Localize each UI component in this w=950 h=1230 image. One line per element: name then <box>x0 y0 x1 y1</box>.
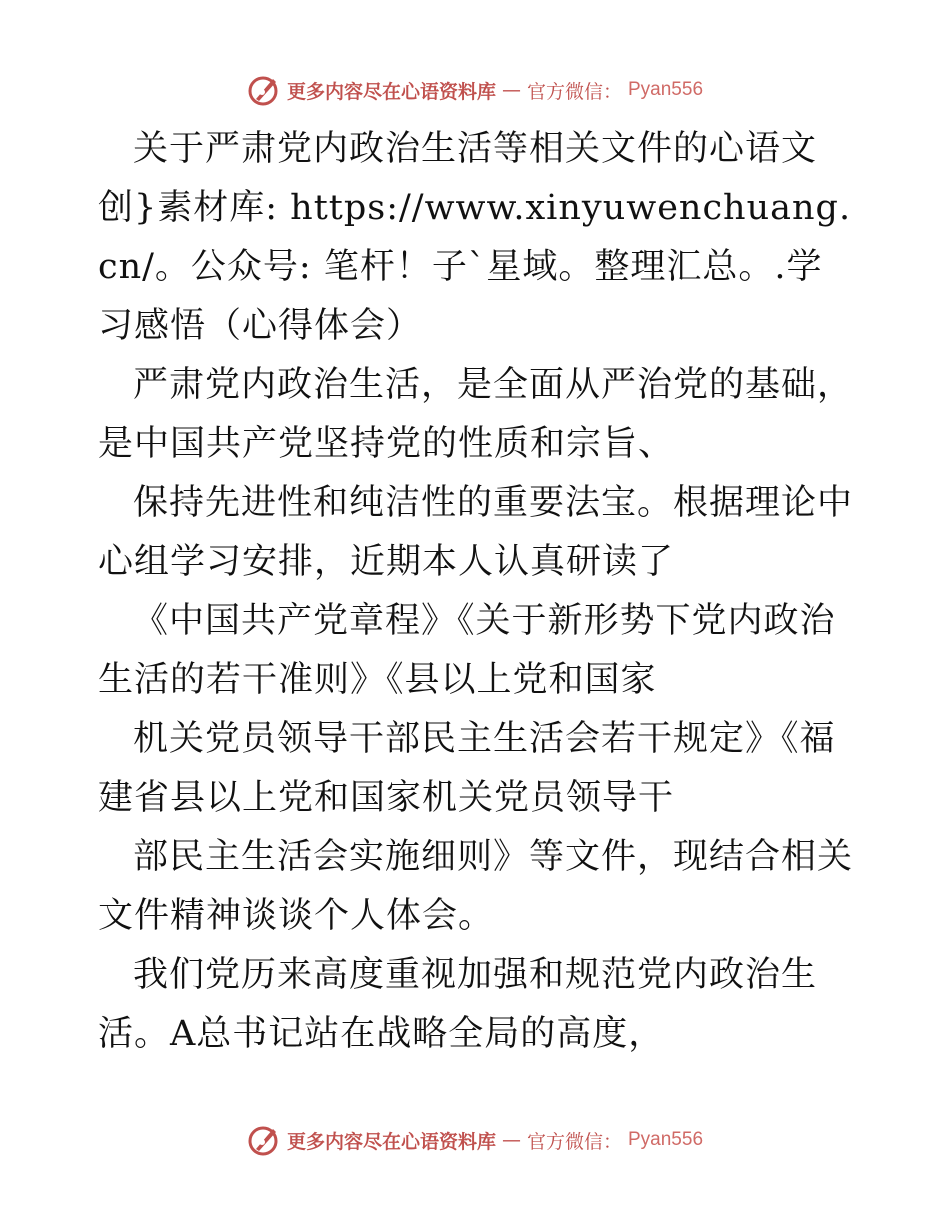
header-separator: — <box>501 79 521 101</box>
document-body <box>98 120 858 1064</box>
quill-logo-icon <box>247 1123 281 1157</box>
paragraph: 保持先进性和纯洁性的重要法宝。根据理论中心组学习安排，近期本人认真研读了 <box>98 483 854 582</box>
footer-wechat-label: 官方微信： <box>526 1130 622 1153</box>
paragraph: 部民主生活会实施细则》等文件，现结合相关文件精神谈谈个人体会。 <box>98 837 854 936</box>
paragraph-title: 关于严肃党内政治生活等相关文件的心语文创}素材库: https://www.xinyuwenchuang.cn/。公众号: 笔杆！子`星域。整理汇总。.学习感悟（心得体会） <box>98 129 852 346</box>
header-wechat-id: Pyan556 <box>628 79 704 100</box>
page-footer-banner <box>0 1120 950 1160</box>
footer-wechat-id: Pyan556 <box>628 1129 704 1150</box>
header-banner-text: 更多内容尽在心语资料库 <box>286 80 496 103</box>
footer-separator: — <box>501 1129 521 1151</box>
paragraph: 机关党员领导干部民主生活会若干规定》《福建省县以上党和国家机关党员领导干 <box>98 719 836 818</box>
paragraph: 我们党历来高度重视加强和规范党内政治生活。A总书记站在战略全局的高度， <box>98 955 818 1054</box>
page-header-banner <box>0 70 950 110</box>
quill-logo-icon <box>247 73 281 107</box>
paragraph: 《中国共产党章程》《关于新形势下党内政治生活的若干准则》《县以上党和国家 <box>98 601 836 700</box>
paragraph: 严肃党内政治生活，是全面从严治党的基础，是中国共产党坚持党的性质和宗旨、 <box>98 365 854 464</box>
header-wechat-label: 官方微信： <box>526 80 622 103</box>
footer-banner-text: 更多内容尽在心语资料库 <box>286 1130 496 1153</box>
